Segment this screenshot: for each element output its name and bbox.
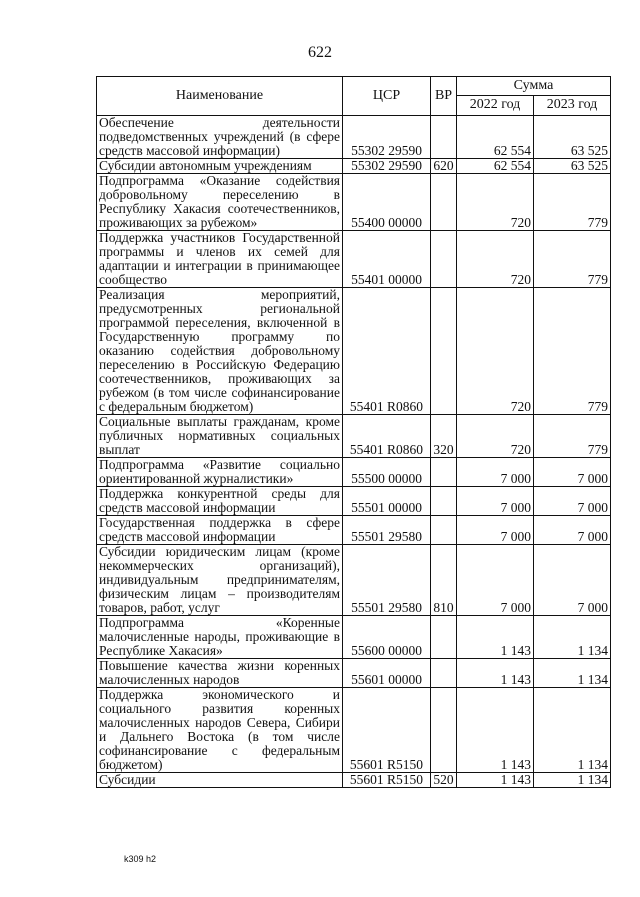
row-vr (431, 231, 457, 288)
row-2022: 7 000 (457, 487, 534, 516)
row-2022: 1 143 (457, 659, 534, 688)
row-vr: 620 (431, 159, 457, 174)
row-2023: 1 134 (534, 773, 611, 788)
page-number: 622 (308, 44, 332, 61)
row-vr (431, 516, 457, 545)
row-csr: 55600 00000 (343, 616, 431, 659)
row-2023: 779 (534, 231, 611, 288)
row-2023: 63 525 (534, 159, 611, 174)
row-name: Субсидии автономным учреждениям (97, 159, 343, 174)
row-2023: 63 525 (534, 116, 611, 159)
budget-table (96, 76, 611, 788)
row-vr (431, 659, 457, 688)
row-2023: 779 (534, 415, 611, 458)
row-2023: 1 134 (534, 688, 611, 773)
row-2022: 1 143 (457, 616, 534, 659)
row-2022: 62 554 (457, 159, 534, 174)
row-csr: 55501 29580 (343, 545, 431, 616)
row-name: Поддержка экономического и социального развития коренных малочисленных народов Севера, Сибири и Дальнего Востока (в том числе софинансирование с федеральным бюджетом) (97, 688, 343, 773)
table-row (97, 174, 611, 231)
row-vr: 810 (431, 545, 457, 616)
table-row (97, 688, 611, 773)
row-name: Подпрограмма «Оказание содействия добровольному переселению в Республику Хакасия соотечественников, проживающих за рубежом» (97, 174, 343, 231)
table-row (97, 159, 611, 174)
row-vr (431, 458, 457, 487)
row-name: Поддержка участников Государственной программы и членов их семей для адаптации и интеграции в принимающее сообщество (97, 231, 343, 288)
row-2023: 779 (534, 288, 611, 415)
row-2023: 1 134 (534, 616, 611, 659)
header-name: Наименование (97, 77, 343, 116)
row-2022: 62 554 (457, 116, 534, 159)
table-body (97, 116, 611, 788)
row-name: Поддержка конкурентной среды для средств массовой информации (97, 487, 343, 516)
row-2022: 1 143 (457, 773, 534, 788)
row-csr: 55601 R5150 (343, 688, 431, 773)
row-name: Повышение качества жизни коренных малочисленных народов (97, 659, 343, 688)
row-2022: 720 (457, 174, 534, 231)
header-sum: Сумма (457, 77, 611, 96)
table-row (97, 545, 611, 616)
row-vr (431, 116, 457, 159)
row-vr (431, 616, 457, 659)
row-vr (431, 487, 457, 516)
table-row (97, 458, 611, 487)
header-csr: ЦСР (343, 77, 431, 116)
row-csr: 55501 29580 (343, 516, 431, 545)
row-2022: 7 000 (457, 545, 534, 616)
row-name: Обеспечение деятельности подведомственных учреждений (в сфере средств массовой информации) (97, 116, 343, 159)
row-2023: 1 134 (534, 659, 611, 688)
row-csr: 55401 R0860 (343, 415, 431, 458)
row-vr: 520 (431, 773, 457, 788)
row-vr (431, 288, 457, 415)
row-name: Субсидии (97, 773, 343, 788)
footer-code: k309 h2 (124, 854, 157, 864)
row-csr: 55401 00000 (343, 231, 431, 288)
header-year-2023: 2023 год (534, 95, 611, 115)
row-name: Подпрограмма «Развитие социально ориентированной журналистики» (97, 458, 343, 487)
row-2023: 7 000 (534, 487, 611, 516)
row-csr: 55601 R5150 (343, 773, 431, 788)
row-vr (431, 688, 457, 773)
table-row (97, 487, 611, 516)
row-csr: 55501 00000 (343, 487, 431, 516)
row-2022: 720 (457, 231, 534, 288)
table-row (97, 659, 611, 688)
row-2022: 1 143 (457, 688, 534, 773)
row-2022: 720 (457, 415, 534, 458)
row-name: Реализация мероприятий, предусмотренных региональной программой переселения, включенной в Государственную программу по оказанию содействия добровольному переселению в Российскую Федерацию соотечественников, проживающих за рубежом (в том числе софинансирование с федеральным бюджетом) (97, 288, 343, 415)
row-name: Государственная поддержка в сфере средств массовой информации (97, 516, 343, 545)
table-row (97, 231, 611, 288)
header-vr: ВР (431, 77, 457, 116)
row-2022: 7 000 (457, 516, 534, 545)
table-row (97, 415, 611, 458)
table-row (97, 116, 611, 159)
row-name: Подпрограмма «Коренные малочисленные народы, проживающие в Республике Хакасия» (97, 616, 343, 659)
row-csr: 55302 29590 (343, 116, 431, 159)
row-vr: 320 (431, 415, 457, 458)
row-csr: 55400 00000 (343, 174, 431, 231)
table-row (97, 288, 611, 415)
table-row (97, 773, 611, 788)
row-2023: 7 000 (534, 458, 611, 487)
row-csr: 55401 R0860 (343, 288, 431, 415)
row-2022: 720 (457, 288, 534, 415)
row-vr (431, 174, 457, 231)
row-2023: 7 000 (534, 545, 611, 616)
row-2022: 7 000 (457, 458, 534, 487)
row-csr: 55601 00000 (343, 659, 431, 688)
row-name: Субсидии юридическим лицам (кроме некоммерческих организаций), индивидуальным предпринимателям, физическим лицам – производителям товаров, работ, услуг (97, 545, 343, 616)
header-year-2022: 2022 год (457, 95, 534, 115)
header-row (97, 77, 611, 96)
table-row (97, 516, 611, 545)
row-csr: 55500 00000 (343, 458, 431, 487)
row-2023: 779 (534, 174, 611, 231)
row-csr: 55302 29590 (343, 159, 431, 174)
table-row (97, 616, 611, 659)
row-2023: 7 000 (534, 516, 611, 545)
row-name: Социальные выплаты гражданам, кроме публичных нормативных социальных выплат (97, 415, 343, 458)
